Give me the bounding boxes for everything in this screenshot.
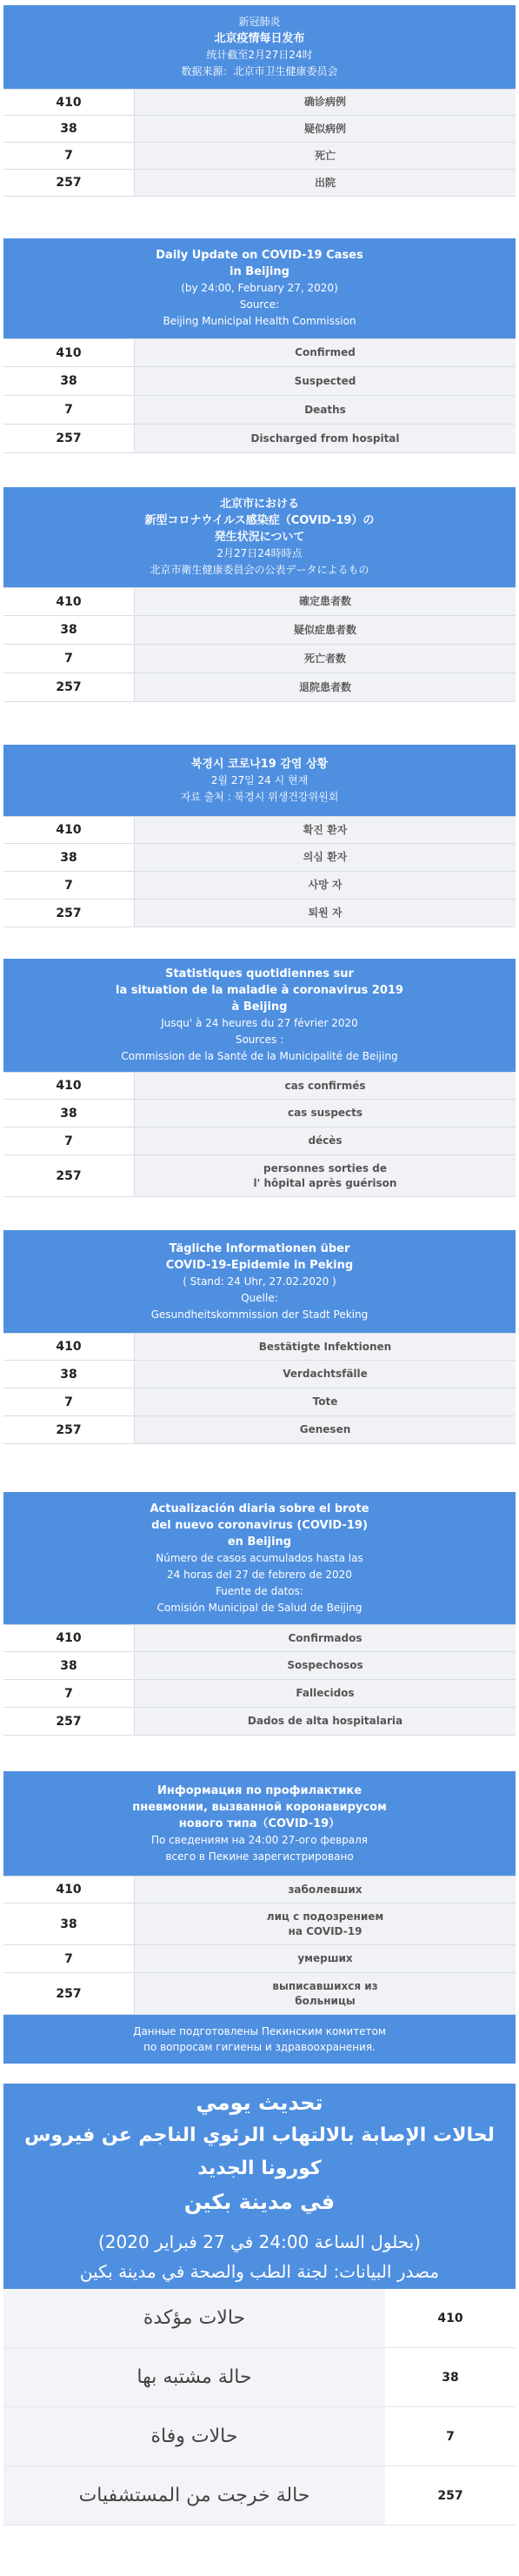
stat-label: حالات وفاة: [3, 2407, 385, 2466]
stat-value: 410: [3, 1073, 134, 1099]
header-title: Tägliche Informationen über: [169, 1241, 350, 1255]
stat-value: 7: [3, 143, 134, 169]
card-english: [3, 238, 516, 453]
header-line: 2月27日24時時点: [216, 547, 303, 559]
table-row: [3, 1388, 516, 1416]
card-header: [3, 487, 516, 587]
stat-value: 257: [3, 673, 134, 701]
header-title: 新型コロナウイルス感染症（COVID-19）の: [144, 514, 375, 527]
stat-value: 38: [3, 616, 134, 644]
stats-table: [3, 1624, 516, 1736]
header-title: Actualización diaria sobre el brote: [150, 1502, 369, 1515]
table-row: [3, 143, 516, 170]
stat-value: 410: [3, 1334, 134, 1360]
table-row: [3, 1708, 516, 1736]
card-header: [3, 1230, 516, 1333]
header-title: 북경시 코로나19 감염 상황: [190, 757, 329, 771]
header-title: пневмонии, вызванной коронавирусом: [132, 1800, 387, 1814]
stat-label: Genesen: [134, 1416, 516, 1443]
stat-value: 7: [3, 1388, 134, 1415]
table-row: [3, 338, 516, 367]
header-line: 数据来源：北京市卫生健康委员会: [181, 65, 338, 77]
stat-label: умерших: [134, 1945, 516, 1972]
table-row: [3, 1072, 516, 1100]
table-row: [3, 116, 516, 143]
table-row: [3, 1945, 516, 1973]
header-line: Número de casos acumulados hasta las: [156, 1551, 363, 1564]
header-line: Jusqu' à 24 heures du 27 février 2020: [161, 1017, 358, 1029]
stat-value: 257: [3, 425, 134, 452]
stat-value: 410: [3, 90, 134, 115]
stat-value: 257: [385, 2466, 516, 2525]
table-row: [3, 1155, 516, 1197]
stat-value: 410: [385, 2289, 516, 2347]
stat-label: 确诊病例: [134, 90, 516, 115]
stats-table: [3, 2289, 516, 2526]
stats-table: [3, 587, 516, 702]
stat-label: cas confirmés: [134, 1073, 516, 1099]
header-title: Информация по профилактике: [156, 1783, 363, 1797]
table-row: [3, 367, 516, 396]
stat-value: 38: [3, 116, 134, 142]
stat-label: Tote: [134, 1388, 516, 1415]
stat-label: cas suspects: [134, 1100, 516, 1127]
stat-label: Discharged from hospital: [134, 425, 516, 452]
footer-line: Данные подготовлены Пекинским комитетом: [133, 2025, 386, 2037]
stat-label: حالة خرجت من المستشفيات: [3, 2466, 385, 2525]
card-header: [3, 745, 516, 816]
stats-table: [3, 816, 516, 927]
table-row: [3, 1416, 516, 1444]
header-line: 北京市衛生健康委員会の公表データによるもの: [150, 564, 369, 576]
stat-label: Deaths: [134, 396, 516, 424]
header-line: ( Stand: 24 Uhr, 27.02.2020 ): [183, 1275, 336, 1288]
stat-label: Suspected: [134, 367, 516, 395]
card-header: [3, 238, 516, 338]
stat-value: 7: [385, 2407, 516, 2466]
stat-value: 7: [3, 1680, 134, 1707]
table-row: [3, 2348, 516, 2407]
stat-value: 38: [3, 1100, 134, 1127]
stat-label: حالات مؤكدة: [3, 2289, 385, 2347]
card-chinese: [3, 5, 516, 197]
table-row: [3, 1127, 516, 1155]
stat-value: 38: [3, 844, 134, 871]
stat-value: 410: [3, 1877, 134, 1903]
stats-table: [3, 1333, 516, 1444]
stat-label: 확진 환자: [134, 817, 516, 843]
stat-value: 38: [3, 1904, 134, 1944]
table-row: [3, 1876, 516, 1904]
stat-value: 410: [3, 1625, 134, 1651]
header-line: مصدر البيانات: لجنة الطب والصحة في مدينة بكين: [79, 2261, 440, 2282]
stat-value: 410: [3, 339, 134, 366]
header-line: Comisión Municipal de Salud de Beijing: [156, 1601, 363, 1614]
header-title: Statistiques quotidiennes sur: [165, 967, 354, 980]
header-title: Daily Update on COVID-19 Cases: [156, 249, 363, 262]
stat-label: 퇴원 자: [134, 900, 516, 927]
table-row: [3, 1333, 516, 1361]
stat-value: 257: [3, 1416, 134, 1443]
stat-label: выписавшихся из больницы: [134, 1973, 516, 2014]
stat-label: Confirmed: [134, 339, 516, 366]
stat-label: Verdachtsfälle: [134, 1361, 516, 1388]
header-line: (بحلول الساعة 24:00 في 27 فبراير 2020): [97, 2231, 421, 2252]
stat-value: 7: [3, 1127, 134, 1154]
stat-label: 死亡: [134, 143, 516, 169]
header-line: Commission de la Santé de la Municipalité de Beijing: [121, 1050, 398, 1062]
card-spanish: [3, 1492, 516, 1736]
header-title: нового типа（COVID-19）: [178, 1817, 341, 1830]
table-row: [3, 425, 516, 453]
header-title: à Beijing: [231, 1000, 288, 1014]
stat-value: 38: [3, 1652, 134, 1679]
header-title: COVID-19-Epidemie in Peking: [165, 1258, 354, 1272]
stat-label: 退院患者数: [134, 673, 516, 701]
header-line: 2월 27일 24 시 현재: [210, 773, 309, 786]
card-japanese: [3, 487, 516, 702]
header-title: del nuevo coronavirus (COVID-19): [151, 1518, 368, 1532]
stat-label: 사망 자: [134, 872, 516, 899]
table-row: [3, 1652, 516, 1680]
header-line: По сведениям на 24:00 27-ого февраля: [150, 1833, 369, 1846]
card-russian: [3, 1771, 516, 2064]
stat-label: Confirmados: [134, 1625, 516, 1651]
header-line: Beijing Municipal Health Commission: [163, 315, 356, 327]
stat-label: 疑似症患者数: [134, 616, 516, 644]
footer-line: по вопросам гигиены и здравоохранения.: [143, 2041, 376, 2053]
stat-label: 疑似病例: [134, 116, 516, 142]
header-line: всего в Пекине зарегистрировано: [165, 1850, 354, 1863]
table-row: [3, 587, 516, 616]
header-line: Gesundheitskommission der Stadt Peking: [150, 1308, 369, 1321]
card-header: [3, 2084, 516, 2289]
card-korean: [3, 745, 516, 927]
stats-table: [3, 1072, 516, 1197]
header-line: Quelle:: [241, 1291, 278, 1304]
stat-label: 確定患者数: [134, 588, 516, 615]
table-row: [3, 1904, 516, 1945]
stat-label: 死亡者数: [134, 645, 516, 672]
table-row: [3, 170, 516, 197]
stat-value: 7: [3, 645, 134, 672]
header-line: 统计截至2月27日24时: [206, 49, 313, 61]
stat-value: 410: [3, 817, 134, 843]
card-french: [3, 959, 516, 1197]
table-row: [3, 645, 516, 673]
table-row: [3, 872, 516, 900]
header-title: في مدينة بكين: [183, 2190, 336, 2214]
stat-value: 257: [3, 900, 134, 927]
table-row: [3, 1680, 516, 1708]
header-line: (by 24:00, February 27, 2020): [181, 282, 338, 294]
stat-label: 出院: [134, 170, 516, 196]
table-row: [3, 844, 516, 872]
stats-table: [3, 89, 516, 197]
stats-table: [3, 1876, 516, 2015]
header-title: تحديث يومي: [196, 2091, 323, 2115]
card-header: [3, 1771, 516, 1876]
table-row: [3, 900, 516, 927]
stat-value: 7: [3, 396, 134, 424]
header-title: en Beijing: [227, 1535, 292, 1549]
stat-label: 의심 환자: [134, 844, 516, 871]
stat-value: 257: [3, 1155, 134, 1196]
stat-value: 7: [3, 872, 134, 899]
card-arabic: [3, 2084, 516, 2526]
table-row: [3, 616, 516, 645]
table-row: [3, 816, 516, 844]
stat-value: 38: [3, 1361, 134, 1388]
stat-label: Dados de alta hospitalaria: [134, 1708, 516, 1735]
header-title: 北京疫情每日发布: [214, 32, 305, 45]
header-title: 北京市における: [219, 498, 299, 511]
stat-value: 7: [3, 1945, 134, 1972]
table-row: [3, 1100, 516, 1127]
card-header: [3, 959, 516, 1072]
table-row: [3, 2407, 516, 2466]
stat-label: Sospechosos: [134, 1652, 516, 1679]
card-header: [3, 1492, 516, 1624]
table-row: [3, 673, 516, 702]
stat-value: 38: [385, 2348, 516, 2406]
table-row: [3, 1361, 516, 1388]
stat-label: حالة مشتبه بها: [3, 2348, 385, 2406]
stat-value: 257: [3, 1973, 134, 2014]
header-line: 자료 출처 : 북경시 위생건강위원회: [180, 790, 339, 803]
stat-value: 410: [3, 588, 134, 615]
stat-label: лиц с подозрением на COVID-19: [134, 1904, 516, 1944]
stat-value: 257: [3, 1708, 134, 1735]
header-title: in Beijing: [230, 265, 289, 278]
header-line: Fuente de datos:: [216, 1584, 303, 1597]
card-footer: [3, 2015, 516, 2064]
header-title: لحالات الإصابة بالالتهاب الرئوي الناجم عن فيروس كورونا الجديد: [24, 2124, 495, 2179]
table-row: [3, 2289, 516, 2348]
table-row: [3, 1624, 516, 1652]
header-line: 24 horas del 27 de febrero de 2020: [167, 1568, 352, 1581]
stat-label: заболевших: [134, 1877, 516, 1903]
header-line: Sources :: [235, 1034, 284, 1046]
table-row: [3, 1973, 516, 2015]
card-german: [3, 1230, 516, 1444]
stat-label: personnes sorties de l' hôpital après guérison: [134, 1155, 516, 1196]
header-line: 新冠肺炎: [238, 16, 281, 28]
header-title: 発生状況について: [214, 531, 305, 544]
table-row: [3, 2466, 516, 2526]
stat-label: Bestätigte Infektionen: [134, 1334, 516, 1360]
table-row: [3, 89, 516, 116]
table-row: [3, 396, 516, 425]
header-line: Source:: [239, 298, 280, 311]
stats-table: [3, 338, 516, 453]
stat-label: décès: [134, 1127, 516, 1154]
stat-value: 38: [3, 367, 134, 395]
card-header: [3, 5, 516, 89]
stat-value: 257: [3, 170, 134, 196]
header-title: la situation de la maladie à coronavirus 2019: [116, 984, 403, 997]
stat-label: Fallecidos: [134, 1680, 516, 1707]
